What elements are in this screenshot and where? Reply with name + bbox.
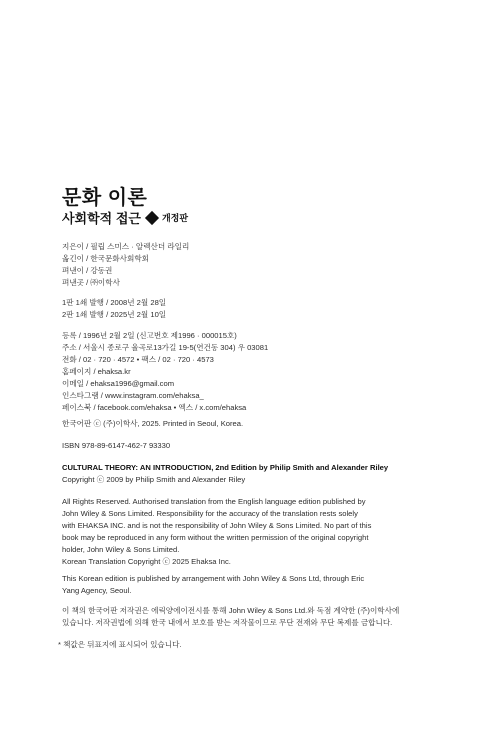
korean-copyright: 한국어판 ⓒ (주)이학사, 2025. Printed in Seoul, Korea. bbox=[62, 419, 244, 428]
homepage-line: 홈페이지 / ehaksa.kr bbox=[62, 367, 131, 376]
rights-line: Korean Translation Copyright ⓒ 2025 Ehaksa Inc. bbox=[62, 557, 231, 566]
credit-line: 지은이 / 필립 스미스 · 알렉산더 라일리 bbox=[62, 242, 190, 251]
agency-line: 있습니다. 저작권법에 의해 한국 내에서 보호를 받는 저작물이므로 무단 전재와 무단 복제를 금합니다. bbox=[62, 618, 393, 627]
original-edition-block bbox=[62, 462, 388, 486]
credit-line: 펴낸곳 / ㈜이학사 bbox=[62, 278, 120, 287]
social-line: 페이스북 / facebook.com/ehaksa • 엑스 / x.com/ehaksa bbox=[62, 403, 247, 412]
diamond-icon bbox=[145, 210, 159, 224]
arrangement-line: Yang Agency, Seoul. bbox=[62, 586, 132, 595]
email-line: 이메일 / ehaksa1996@gmail.com bbox=[62, 379, 175, 388]
subtitle-row bbox=[62, 208, 188, 227]
price-note: * 책값은 뒤표지에 표시되어 있습니다. bbox=[58, 640, 182, 649]
rights-line: holder, John Wiley & Sons Limited. bbox=[62, 545, 180, 554]
rights-block bbox=[62, 496, 371, 568]
book-subtitle: 사회학적 접근 bbox=[62, 211, 141, 226]
arrangement-block bbox=[62, 573, 364, 597]
original-copyright: Copyright ⓒ 2009 by Philip Smith and Alexander Riley bbox=[62, 475, 246, 484]
rights-line: John Wiley & Sons Limited. Responsibility for the accuracy of the translation rests solely bbox=[62, 509, 358, 518]
credits-block bbox=[62, 241, 189, 289]
rights-line: book may be reproduced in any form without the written permission of the original copyright bbox=[62, 533, 369, 542]
printings-block bbox=[62, 297, 166, 321]
credit-line: 펴낸이 / 강동권 bbox=[62, 266, 113, 275]
book-title: 문화 이론 bbox=[62, 187, 148, 209]
instagram-line: 인스타그램 / www.instagram.com/ehaksa_ bbox=[62, 391, 204, 400]
rights-line: with EHAKSA INC. and is not the responsibility of John Wiley & Sons Limited. No part of this bbox=[62, 521, 372, 530]
agency-line: 이 책의 한국어판 저작권은 에릭양에이전시를 통해 John Wiley & Sons Ltd.와 독점 계약한 (주)이학사에 bbox=[62, 606, 400, 615]
arrangement-line: This Korean edition is published by arrangement with John Wiley & Sons Ltd, through Eric bbox=[62, 574, 365, 583]
address-line: 주소 / 서울시 종로구 율곡로13가길 19-5(연건동 304) 우 03081 bbox=[62, 343, 269, 352]
publisher-info-block bbox=[62, 330, 268, 414]
credit-line: 옮긴이 / 한국문화사회학회 bbox=[62, 254, 150, 263]
rights-line: All Rights Reserved. Authorised translation from the English language edition published by bbox=[62, 497, 366, 506]
isbn: ISBN 978-89-6147-462-7 93330 bbox=[62, 441, 171, 450]
phone-fax-line: 전화 / 02 · 720 · 4572 • 팩스 / 02 · 720 · 4573 bbox=[62, 355, 214, 364]
printing-line: 2판 1쇄 발행 / 2025년 2월 10일 bbox=[62, 310, 167, 319]
original-title: CULTURAL THEORY: AN INTRODUCTION, 2nd Edition by Philip Smith and Alexander Riley bbox=[62, 463, 389, 472]
edition-label: 개정판 bbox=[161, 213, 189, 223]
registration-line: 등록 / 1996년 2월 2일 (신고번호 제1996 · 000015호) bbox=[62, 331, 237, 340]
agency-block bbox=[62, 605, 399, 629]
printing-line: 1판 1쇄 발행 / 2008년 2월 28일 bbox=[62, 298, 167, 307]
